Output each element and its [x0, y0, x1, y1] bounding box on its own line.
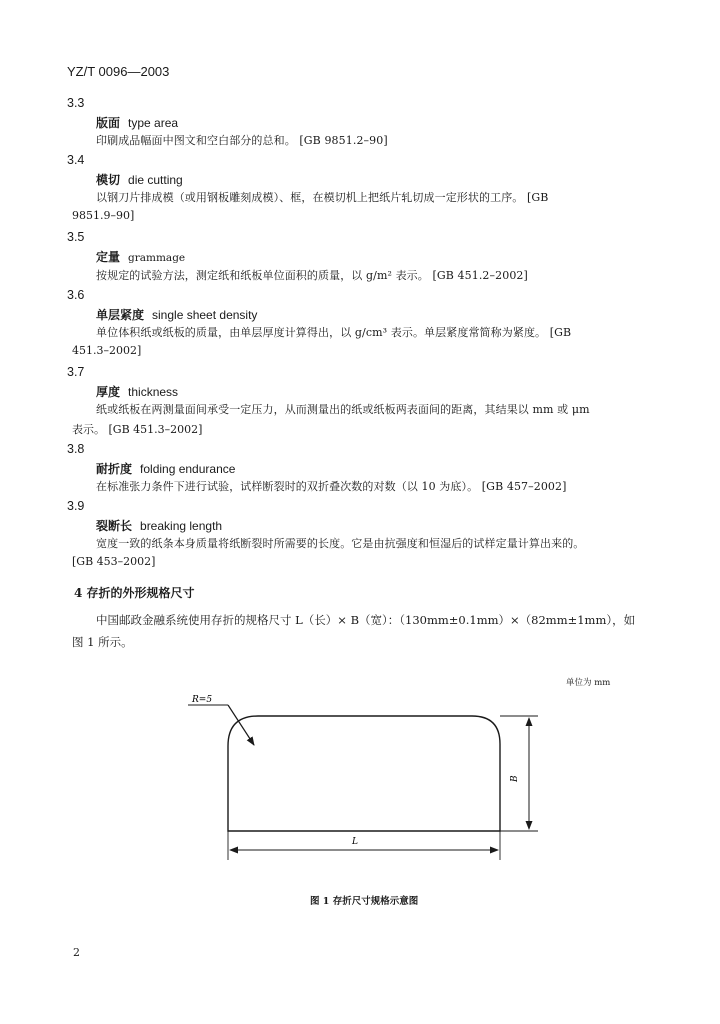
definition-continuation: 451.3–2002] — [72, 344, 142, 357]
definition-line: 印刷成品幅面中图文和空白部分的总和。 [GB 9851.2–90] — [96, 134, 388, 147]
definition-continuation: [GB 453–2002] — [72, 555, 156, 568]
section-number: 3.9 — [67, 499, 85, 513]
width-label: B — [510, 775, 520, 782]
term-chinese: 单层紧度 — [96, 308, 145, 322]
unit-note: 单位为 mm — [566, 678, 611, 688]
definition-line: 在标准张力条件下进行试验，试样断裂时的双折叠次数的对数（以 10 为底）。 [GB 457–2002] — [96, 480, 567, 493]
term-english: type area — [128, 116, 179, 130]
term-chinese: 定量 — [96, 250, 121, 264]
term-heading — [96, 171, 183, 188]
passbook-outline — [228, 716, 500, 831]
length-label: L — [352, 837, 358, 847]
definition-continuation: 9851.9–90] — [72, 209, 135, 222]
term-english: grammage — [128, 252, 186, 264]
term-english: die cutting — [128, 173, 183, 187]
radius-label: R=5 — [192, 695, 213, 705]
term-heading — [96, 306, 257, 323]
term-chinese: 裂断长 — [96, 519, 133, 533]
clause-paragraph-continuation: 图 1 所示。 — [72, 635, 133, 649]
term-chinese: 耐折度 — [96, 462, 133, 476]
definition-line: 以钢刀片排成模（或用钢板雕刻成模）、框，在模切机上把纸片轧切成一定形状的工序。 [GB — [96, 191, 549, 204]
term-english: breaking length — [140, 519, 223, 533]
definition-line: 单位体积纸或纸板的质量，由单层厚度计算得出，以 g/cm³ 表示。单层紧度常简称为紧度。 [GB — [96, 326, 572, 339]
section-number: 3.4 — [67, 153, 85, 167]
term-heading — [96, 517, 222, 534]
section-number: 3.3 — [67, 96, 85, 110]
clause-heading: 4 存折的外形规格尺寸 — [74, 586, 195, 600]
definition-line: 纸或纸板在两测量面间承受一定压力，从而测量出的纸或纸板两表面间的距离，其结果以 mm 或 μm — [96, 403, 590, 416]
passbook-dimension-figure — [160, 688, 560, 878]
figure-caption: 图 1 存折尺寸规格示意图 — [310, 896, 419, 907]
term-chinese: 模切 — [96, 173, 121, 187]
term-heading — [96, 460, 235, 477]
term-chinese: 版面 — [96, 116, 121, 130]
term-heading — [96, 383, 178, 400]
definition-continuation: 表示。 [GB 451.3–2002] — [72, 423, 203, 436]
document-id-header: YZ/T 0096—2003 — [67, 64, 170, 79]
radius-arrow — [228, 705, 254, 745]
section-number: 3.5 — [67, 230, 85, 244]
definition-line: 按规定的试验方法，测定纸和纸板单位面积的质量，以 g/m² 表示。 [GB 451.2–2002] — [96, 269, 528, 282]
term-heading — [96, 114, 178, 131]
section-number: 3.7 — [67, 365, 85, 379]
term-chinese: 厚度 — [96, 385, 121, 399]
section-number: 3.6 — [67, 288, 85, 302]
term-english: single sheet density — [152, 308, 258, 322]
term-english: folding endurance — [140, 462, 236, 476]
term-english: thickness — [128, 385, 179, 399]
page-number: 2 — [73, 946, 80, 959]
section-number: 3.8 — [67, 442, 85, 456]
clause-paragraph-line: 中国邮政金融系统使用存折的规格尺寸 L（长）× B（宽）：（130mm±0.1mm）×（82mm±1mm），如 — [96, 613, 636, 627]
term-heading — [96, 248, 185, 265]
definition-line: 宽度一致的纸条本身质量将纸断裂时所需要的长度。它是由抗强度和恒湿后的试样定量计算出来的。 — [96, 537, 585, 550]
